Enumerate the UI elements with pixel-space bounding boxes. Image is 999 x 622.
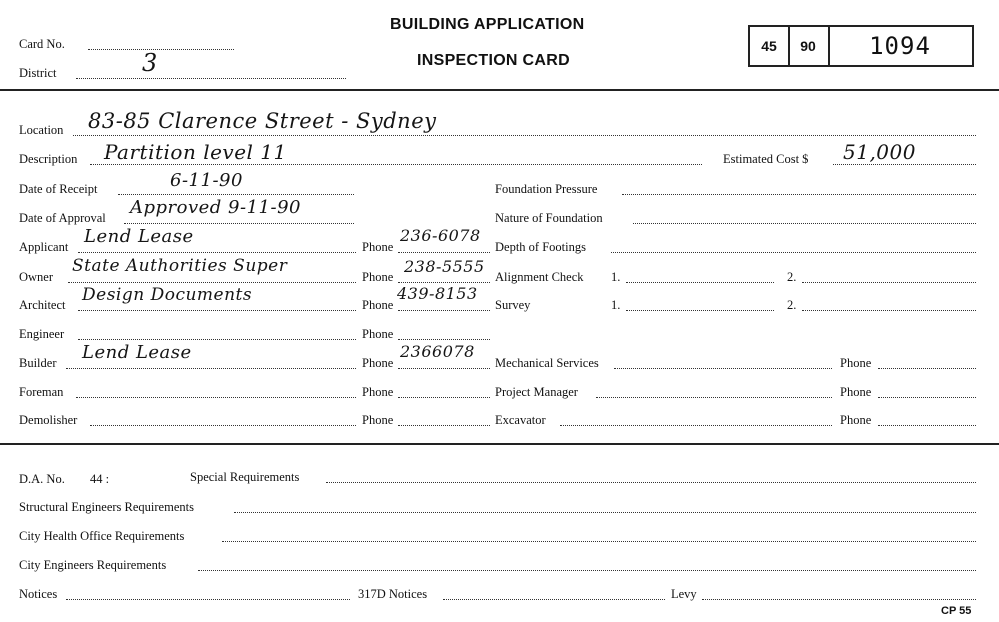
builder-value: Lend Lease [82, 342, 192, 363]
date-approval-field [124, 223, 354, 224]
date-receipt-label: Date of Receipt [19, 182, 98, 196]
levy-label: Levy [671, 587, 697, 601]
levy-field [702, 599, 976, 600]
location-label: Location [19, 123, 64, 137]
city-engineers-label: City Engineers Requirements [19, 558, 167, 572]
owner-phone-field [398, 282, 490, 283]
project-manager-phone-label: Phone [840, 385, 872, 399]
demolisher-field [90, 425, 356, 426]
demolisher-label: Demolisher [19, 413, 78, 427]
description-field [90, 164, 702, 165]
applicant-value: Lend Lease [84, 226, 194, 247]
description-value: Partition level 11 [104, 140, 287, 164]
da-no-label: D.A. No. [19, 472, 65, 486]
engineer-label: Engineer [19, 327, 65, 341]
owner-phone-value: 238-5555 [404, 257, 485, 276]
foreman-phone-label: Phone [362, 385, 394, 399]
da-no-value: 44 : [90, 472, 110, 486]
foundation-pressure-label: Foundation Pressure [495, 182, 598, 196]
alignment-item-2: 2. [787, 270, 797, 284]
engineer-phone-label: Phone [362, 327, 394, 341]
structural-label: Structural Engineers Requirements [19, 500, 194, 514]
architect-phone-label: Phone [362, 298, 394, 312]
special-requirements-field [326, 482, 976, 483]
architect-label: Architect [19, 298, 66, 312]
owner-label: Owner [19, 270, 54, 284]
form-code: CP 55 [941, 605, 972, 617]
foreman-phone-field [398, 397, 490, 398]
engineer-phone-field [398, 339, 490, 340]
depth-footings-field [611, 252, 976, 253]
project-manager-phone-field [878, 397, 976, 398]
mechanical-phone-field [878, 368, 976, 369]
survey-field-2 [802, 310, 976, 311]
owner-field [68, 282, 356, 283]
estimated-cost-label: Estimated Cost $ [723, 152, 809, 166]
city-engineers-field [198, 570, 976, 571]
description-label: Description [19, 152, 78, 166]
owner-value: State Authorities Super [72, 256, 288, 276]
requirements-divider [0, 443, 999, 445]
card-code-box [748, 25, 974, 67]
notices-field [66, 599, 350, 600]
date-approval-value: Approved 9-11-90 [130, 197, 301, 218]
applicant-phone-label: Phone [362, 240, 394, 254]
survey-item-1: 1. [611, 298, 621, 312]
builder-label: Builder [19, 356, 57, 370]
survey-item-2: 2. [787, 298, 797, 312]
date-receipt-field [118, 194, 354, 195]
demolisher-phone-label: Phone [362, 413, 394, 427]
district-label: District [19, 66, 57, 80]
header-divider [0, 89, 999, 91]
architect-value: Design Documents [82, 285, 253, 305]
foreman-field [76, 397, 356, 398]
notices-317d-label: 317D Notices [358, 587, 428, 601]
engineer-field [78, 339, 356, 340]
builder-phone-field [398, 368, 490, 369]
special-requirements-label: Special Requirements [190, 470, 300, 484]
owner-phone-label: Phone [362, 270, 394, 284]
date-receipt-value: 6-11-90 [170, 170, 243, 191]
estimated-cost-field [833, 164, 976, 165]
alignment-item-1: 1. [611, 270, 621, 284]
applicant-phone-field [398, 252, 490, 253]
foreman-label: Foreman [19, 385, 64, 399]
city-health-field [222, 541, 976, 542]
district-value: 3 [142, 49, 158, 77]
depth-footings-label: Depth of Footings [495, 240, 586, 254]
mechanical-phone-label: Phone [840, 356, 872, 370]
date-approval-label: Date of Approval [19, 211, 106, 225]
alignment-field-1 [626, 282, 774, 283]
card-no-field [88, 49, 234, 50]
alignment-field-2 [802, 282, 976, 283]
survey-field-1 [626, 310, 774, 311]
nature-foundation-field [633, 223, 976, 224]
location-field [73, 135, 976, 136]
architect-field [78, 310, 356, 311]
excavator-phone-field [878, 425, 976, 426]
excavator-field [560, 425, 832, 426]
applicant-field [78, 252, 356, 253]
foundation-pressure-field [622, 194, 976, 195]
survey-label: Survey [495, 298, 531, 312]
location-value: 83-85 Clarence Street - Sydney [88, 109, 437, 133]
builder-field [66, 368, 356, 369]
nature-foundation-label: Nature of Foundation [495, 211, 603, 225]
structural-field [234, 512, 976, 513]
district-field [76, 78, 346, 79]
architect-phone-field [398, 310, 490, 311]
form-title: BUILDING APPLICATION [390, 16, 585, 33]
city-health-label: City Health Office Requirements [19, 529, 185, 543]
mechanical-label: Mechanical Services [495, 356, 599, 370]
card-no-label: Card No. [19, 37, 65, 51]
builder-phone-value: 2366078 [400, 342, 475, 361]
project-manager-label: Project Manager [495, 385, 578, 399]
code-cell-1: 45 [750, 27, 790, 65]
code-cell-2: 90 [788, 27, 830, 65]
alignment-check-label: Alignment Check [495, 270, 584, 284]
architect-phone-value: 439-8153 [397, 284, 478, 303]
form-subtitle: INSPECTION CARD [417, 52, 570, 69]
code-cell-number: 1094 [869, 32, 931, 60]
applicant-label: Applicant [19, 240, 69, 254]
excavator-label: Excavator [495, 413, 546, 427]
applicant-phone-value: 236-6078 [400, 226, 481, 245]
demolisher-phone-field [398, 425, 490, 426]
project-manager-field [596, 397, 832, 398]
builder-phone-label: Phone [362, 356, 394, 370]
notices-label: Notices [19, 587, 58, 601]
mechanical-field [614, 368, 832, 369]
excavator-phone-label: Phone [840, 413, 872, 427]
estimated-cost-value: 51,000 [843, 140, 916, 164]
notices-317d-field [443, 599, 665, 600]
